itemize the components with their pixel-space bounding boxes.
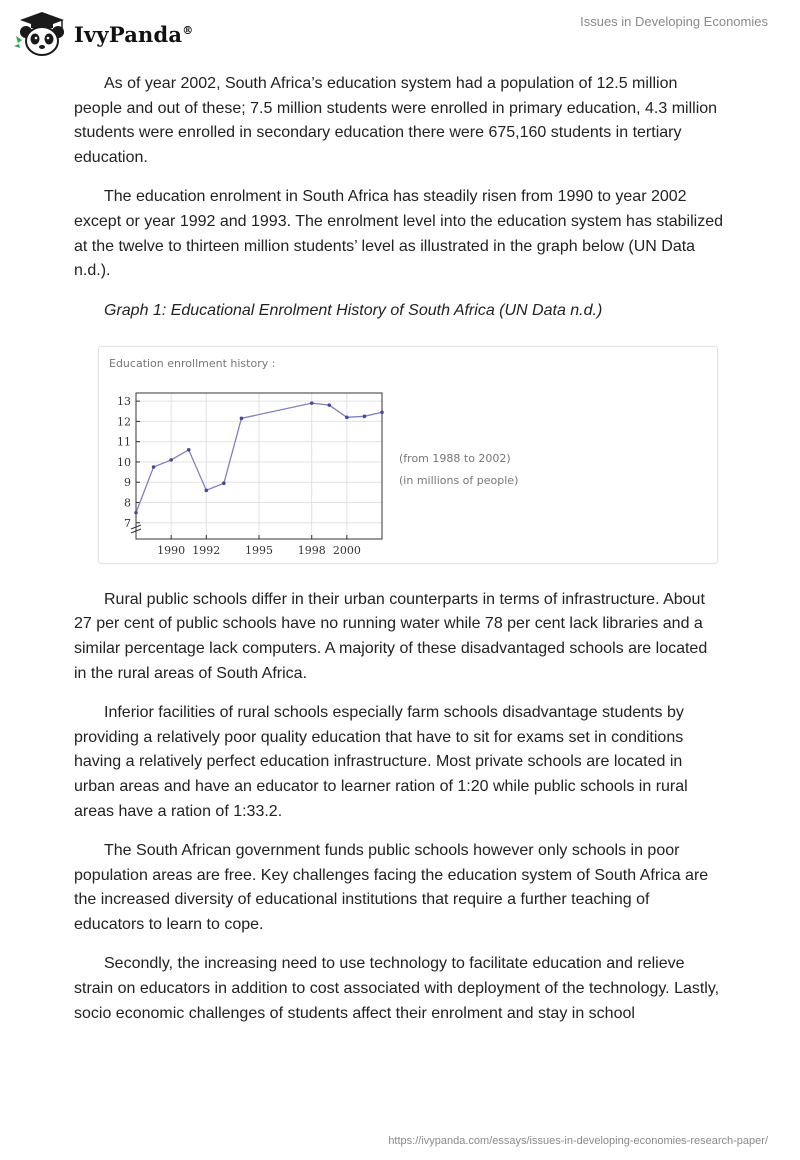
- chart-note-range: (from 1988 to 2002): [399, 451, 511, 465]
- data-point: [152, 465, 156, 469]
- x-tick-label: 1998: [297, 543, 326, 557]
- data-point: [310, 401, 314, 405]
- chart-note-unit: (in millions of people): [399, 473, 519, 487]
- y-tick-label: 8: [124, 496, 131, 510]
- x-tick-label: 1990: [157, 543, 186, 557]
- graph-caption: Graph 1: Educational Enrolment History of South Africa (UN Data n.d.): [104, 301, 603, 319]
- paragraph: Rural public schools differ in their urban counterparts in terms of infrastructure. About 27 per cent of public schools have no running water while 78 per cent lack libraries and a similar percentage lack computers. A majority of these disadvantaged schools are located in the rural areas of South Africa.: [74, 590, 708, 682]
- chart-canvas: [99, 347, 719, 565]
- chart-title: Education enrollment history :: [109, 356, 276, 370]
- y-tick-label: 13: [117, 394, 131, 408]
- data-point: [134, 511, 138, 515]
- x-tick-label: 1995: [245, 543, 273, 557]
- data-point: [222, 481, 226, 485]
- y-tick-label: 7: [124, 516, 131, 530]
- ivypanda-logo[interactable]: [14, 10, 193, 58]
- panda-graduate-icon: [14, 10, 70, 58]
- data-point: [169, 458, 173, 462]
- paragraph: Secondly, the increasing need to use technology to facilitate education and relieve strain on educators in addition to cost associated with deployment of the technology. Lastly, socio economic challenges of students affect their enrolment and stay in school: [74, 955, 720, 1022]
- document-title: Issues in Developing Economies: [580, 14, 768, 29]
- data-point: [204, 488, 208, 492]
- enrollment-chart: [98, 346, 718, 564]
- y-tick-label: 9: [124, 475, 131, 489]
- brand-name: IvyPanda®: [74, 21, 194, 47]
- data-point: [363, 414, 367, 418]
- data-point: [187, 448, 191, 452]
- data-point: [380, 410, 384, 414]
- site-header: [0, 0, 800, 70]
- essay-content: [74, 72, 724, 1041]
- data-point: [240, 416, 244, 420]
- y-tick-label: 11: [117, 435, 131, 449]
- paragraph: Inferior facilities of rural schools especially farm schools disadvantage students by providing a relatively poor quality education that have to sit for exams set in conditions having a relatively perfect education infrastructure. Most private schools are located in urban areas and have an educator to learner ration of 1:20 while public schools in rural areas have a ration of 1:33.2.: [74, 704, 688, 820]
- x-tick-label: 1992: [192, 543, 221, 557]
- data-point: [327, 403, 331, 407]
- source-url[interactable]: https://ivypanda.com/essays/issues-in-developing-economies-research-paper/: [388, 1135, 768, 1147]
- y-tick-label: 10: [117, 455, 131, 469]
- paragraph: The education enrolment in South Africa has steadily risen from 1990 to year 2002 except or year 1992 and 1993. The enrolment level into the education system has stabilized at the twelve to thirteen million students’ level as illustrated in the graph below (UN Data n.d.).: [74, 188, 723, 280]
- paragraph: The South African government funds public schools however only schools in poor population areas are free. Key challenges facing the education system of South Africa are the increased diversity of educational institutions that require a further teaching of educators to learn to cope.: [74, 842, 709, 933]
- x-tick-label: 2000: [332, 543, 361, 557]
- paragraph: As of year 2002, South Africa’s education system had a population of 12.5 million people and out of these; 7.5 million students were enrolled in primary education, 4.3 million students were enrolled in secondary education there were 675,160 students in tertiary education.: [74, 75, 718, 166]
- data-point: [345, 415, 349, 419]
- y-tick-label: 12: [117, 415, 131, 429]
